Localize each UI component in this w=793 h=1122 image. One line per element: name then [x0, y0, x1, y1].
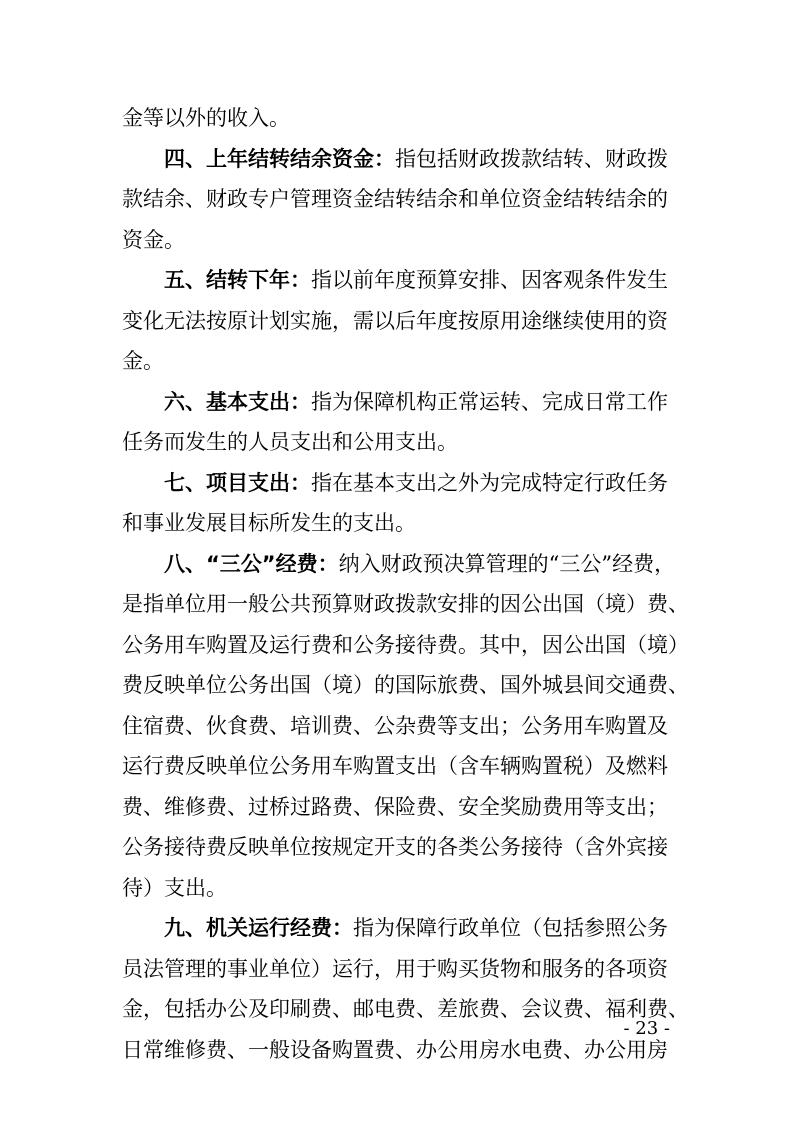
line-text: 是指单位用一般公共预算财政拨款安排的因公出国（境）费、: [122, 592, 689, 616]
line-text: 指为保障行政单位（包括参照公务: [353, 916, 668, 940]
line-text: 指以前年度预算安排、因客观条件发生: [311, 268, 668, 292]
line-text: 金。: [122, 349, 164, 373]
line-text: 金，包括办公及印刷费、邮电费、差旅费、会议费、福利费、: [122, 997, 689, 1021]
line-text: 日常维修费、一般设备购置费、办公用房水电费、办公用房: [122, 1037, 668, 1062]
text-line: [122, 868, 682, 909]
text-line: [122, 1030, 682, 1071]
text-line: [122, 989, 689, 1030]
text-line: [122, 544, 682, 585]
line-text: 资金。: [122, 227, 185, 252]
document-body: [122, 98, 689, 1070]
line-text: 运行费反映单位公务用车购置支出（含车辆购置税）及燃料: [122, 754, 668, 778]
line-text: 任务而发生的人员支出和公用支出。: [122, 430, 458, 454]
text-line: [122, 746, 682, 787]
text-line: [122, 260, 682, 301]
text-line: [122, 139, 682, 180]
term-heading: 八、“三公”经费：: [164, 551, 339, 576]
text-line: [122, 422, 682, 463]
line-text: 员法管理的事业单位）运行，用于购买货物和服务的各项资: [122, 956, 668, 981]
text-line: [122, 179, 682, 220]
term-heading: 四、上年结转结余资金：: [164, 146, 395, 171]
line-text: 公务用车购置及运行费和公务接待费。其中，因公出国（境）: [122, 632, 689, 657]
text-line: [122, 503, 682, 544]
line-text: 待）支出。: [122, 875, 227, 900]
text-line: [122, 827, 682, 868]
term-heading: 六、基本支出：: [164, 389, 311, 414]
text-line: [122, 949, 682, 990]
line-text: 费、维修费、过桥过路费、保险费、安全奖励费用等支出；: [122, 794, 668, 819]
line-text: 和事业发展目标所发生的支出。: [122, 511, 416, 535]
page-number: - 23 -: [623, 1018, 670, 1039]
line-text: 指包括财政拨款结转、财政拨: [395, 146, 668, 171]
line-text: 纳入财政预决算管理的“三公”经费，: [338, 551, 676, 576]
text-line: [122, 301, 682, 342]
text-line: [122, 220, 682, 261]
line-text: 公务接待费反映单位按规定开支的各类公务接待（含外宾接: [122, 835, 668, 859]
line-text: 金等以外的收入。: [122, 106, 290, 130]
text-line: [122, 787, 682, 828]
text-line: [122, 98, 682, 139]
line-text: 变化无法按原计划实施，需以后年度按原用途继续使用的资: [122, 308, 668, 333]
term-heading: 五、结转下年：: [164, 268, 311, 292]
line-text: 款结余、财政专户管理资金结转结余和单位资金结转结余的: [122, 187, 668, 211]
text-line: [122, 908, 682, 949]
text-line: [122, 341, 682, 382]
text-line: [122, 665, 689, 706]
line-text: 住宿费、伙食费、培训费、公杂费等支出；公务用车购置及: [122, 713, 668, 738]
text-line: [122, 584, 689, 625]
text-line: [122, 463, 682, 504]
term-heading: 七、项目支出：: [164, 470, 311, 495]
text-line: [122, 382, 682, 423]
text-line: [122, 625, 689, 666]
line-text: 指在基本支出之外为完成特定行政任务: [311, 470, 668, 495]
text-line: [122, 706, 682, 747]
line-text: 指为保障机构正常运转、完成日常工作: [311, 389, 668, 414]
line-text: 费反映单位公务出国（境）的国际旅费、国外城县间交通费、: [122, 673, 689, 697]
term-heading: 九、机关运行经费：: [164, 916, 353, 940]
